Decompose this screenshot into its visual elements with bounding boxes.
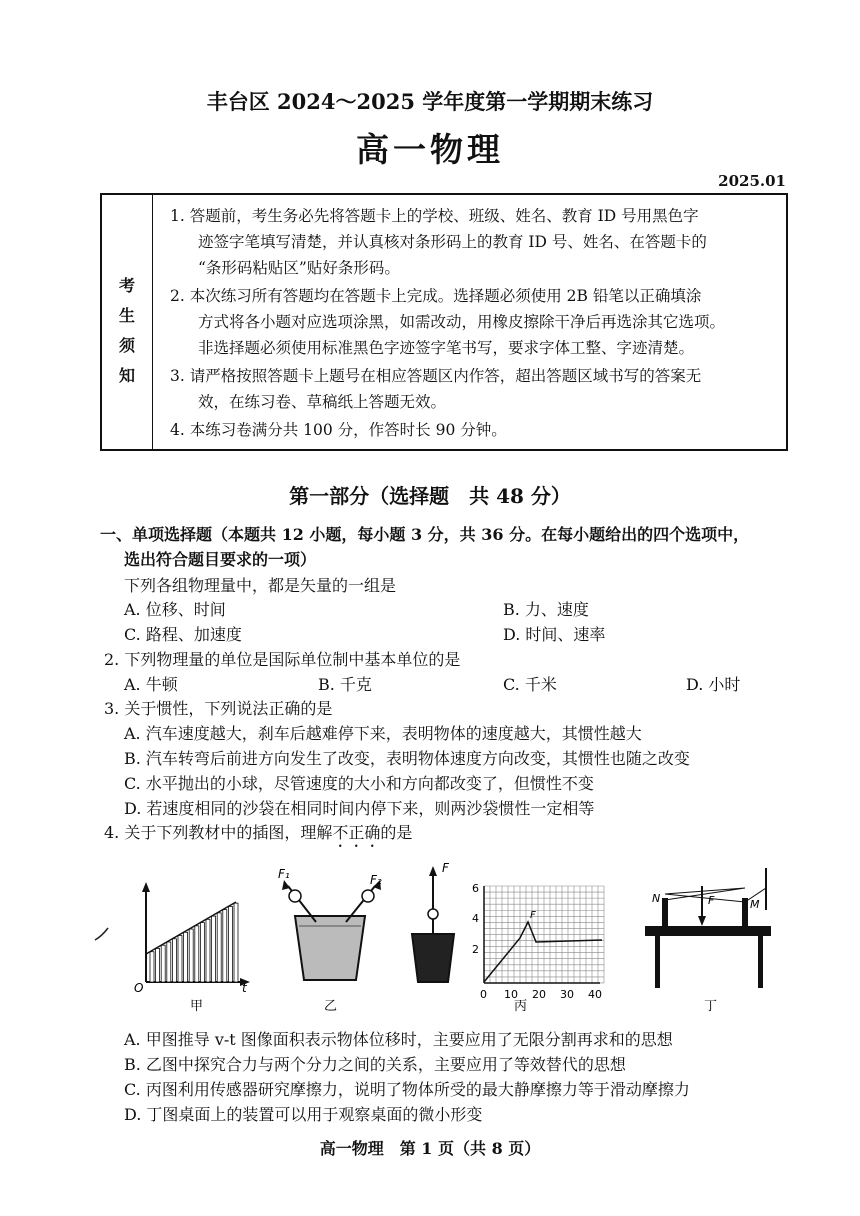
q4-option-b: B. 乙图中探究合力与两个分力之间的关系，主要应用了等效替代的思想 [124,1055,626,1074]
page-footer: 高一物理 第 1 页（共 8 页） [319,1139,541,1158]
notice-line: 效，在练习卷、草稿纸上答题无效。 [198,393,447,411]
q3-option-d: D. 若速度相同的沙袋在相同时间内停下来，则两沙袋惯性一定相等 [124,799,595,818]
figure-jia [134,882,250,1014]
fig3-marker-label: F [530,910,536,921]
figure-label-ding: 丁 [704,999,718,1014]
q4-option-c: C. 丙图利用传感器研究摩擦力，说明了物体所受的最大静摩擦力等于滑动摩擦力 [124,1080,690,1099]
sensor-grid [484,886,604,983]
q4-option-d: D. 丁图桌面上的装置可以用于观察桌面的微小形变 [124,1105,483,1124]
notice-label-cell [102,195,153,449]
notice-line: “条形码粘贴区”贴好条形码。 [198,259,400,277]
vt-strip [184,932,188,982]
vt-strip [223,910,227,982]
fig3-ytick: 4 [472,912,479,925]
q2-option-a: A. 牛顿 [124,675,178,694]
vt-strip [167,942,171,982]
vt-strip [228,906,232,982]
vt-strip [217,913,221,982]
q2-option-d: D. 小时 [686,675,741,694]
q4-stem-prefix: 4. 关于下列教材中的插图，理解 [104,823,333,842]
q3-option-c: C. 水平抛出的小球，尽管速度的大小和方向都改变了，但惯性不变 [124,774,594,793]
q4-stem-emphasis: 不正确 [332,823,381,842]
fig3-force-label: F [442,861,449,875]
q3-option-b: B. 汽车转弯后前进方向发生了改变，表明物体速度方向改变，其惯性也随之改变 [124,749,690,768]
fig3-ytick: 6 [472,882,479,895]
fig4-n-label: N [652,892,661,905]
notice-line: 1. 答题前，考生务必先将答题卡上的学校、班级、姓名、教育 ID 号用黑色字 [170,207,699,225]
vt-strip [189,929,193,982]
q1-option-a: A. 位移、时间 [124,600,226,619]
fig4-m-label: M [750,898,760,911]
vt-strip [156,948,160,982]
section-title: 第一部分（选择题 共 48 分） [289,484,571,508]
q3-option-a: A. 汽车速度越大，刹车后越难停下来，表明物体的速度越大，其惯性越大 [124,724,642,743]
q4-figures [90,858,780,1018]
figure-label-jia: 甲 [190,999,204,1014]
vt-strip [212,916,216,982]
fig2-f2-label: F₂ [370,873,382,887]
vt-strip [150,952,154,982]
vt-area-strips [150,903,238,982]
vt-strip [161,945,165,982]
fig1-origin-label: O [134,981,144,995]
q1-option-b: B. 力、速度 [503,600,589,619]
vt-strip [172,939,176,982]
figure-label-bing: 丙 [514,999,528,1014]
question-2-stem: 2. 下列物理量的单位是国际单位制中基本单位的是 [104,650,461,669]
figure-bing-bucket [412,861,454,982]
fig3-xtick: 0 [480,988,487,1001]
vt-strip [195,926,199,982]
notice-line: 非选择题必须使用标准黑色字迹签字笔书写，要求字体工整、字迹清楚。 [198,339,695,357]
figure-ding [645,868,771,1014]
fig3-xtick: 40 [588,988,602,1001]
q2-option-b: B. 千克 [318,675,372,694]
figure-label-yi: 乙 [324,999,338,1014]
pen-mark [95,928,108,940]
q4-option-a: A. 甲图推导 v-t 图像面积表示物体位移时，主要应用了无限分割再求和的思想 [124,1030,673,1049]
fig3-xtick: 10 [504,988,518,1001]
figure-yi [278,867,382,1014]
fig1-t-label: t [242,981,247,995]
exam-header: 丰台区 2024～2025 学年度第一学期期末练习 [206,89,654,114]
notice-line: 4. 本练习卷满分共 100 分，作答时长 90 分钟。 [170,421,507,439]
notice-line: 2. 本次练习所有答题均在答题卡上完成。选择题必须使用 2B 铅笔以正确填涂 [170,287,702,305]
q1-option-d: D. 时间、速率 [503,625,606,644]
question-3-stem: 3. 关于惯性，下列说法正确的是 [104,699,333,718]
vt-strip [200,923,204,982]
fig3-xtick: 30 [560,988,574,1001]
page-title: 高一物理 [356,130,504,169]
notice-box [100,193,788,451]
q1-option-c: C. 路程、加速度 [124,625,242,644]
q4-stem-suffix: 的是 [380,823,413,842]
figure-bing-graph [472,882,604,1014]
fig4-f-label: F [708,894,715,907]
fig3-xtick: 20 [532,988,546,1001]
notice-line: 迹签字笔填写清楚，并认真核对条形码上的教育 ID 号、姓名、在答题卡的 [198,233,707,251]
vt-strip [234,903,238,982]
vt-strip [206,919,210,982]
exam-date: 2025.01 [718,172,786,190]
question-4-stem [104,823,412,851]
notice-label: 考生须知 [118,276,135,385]
section-instruction: 一、单项选择题（本题共 12 小题，每小题 3 分，共 36 分。在每小题给出的四个选项中， [100,525,750,544]
section-instruction: 选出符合题目要求的一项） [124,550,317,569]
notice-line: 方式将各小题对应选项涂黑，如需改动，用橡皮擦除干净后再选涂其它选项。 [198,313,726,331]
question-1-stem: 下列各组物理量中，都是矢量的一组是 [124,576,397,595]
vt-strip [178,936,182,982]
q2-option-c: C. 千米 [503,675,557,694]
fig3-ytick: 2 [472,943,479,956]
notice-line: 3. 请严格按照答题卡上题号在相应答题区内作答，超出答题区域书写的答案无 [170,367,702,385]
fig2-f1-label: F₁ [278,867,290,881]
